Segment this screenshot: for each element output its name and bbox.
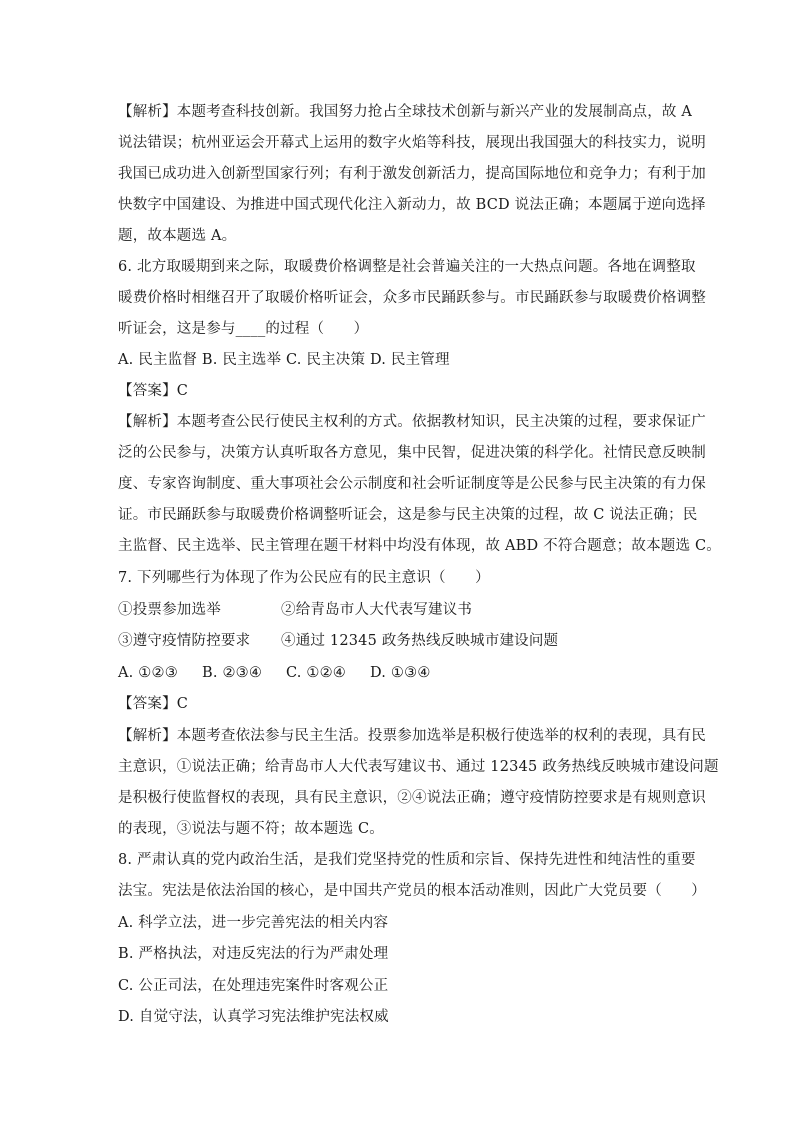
q5-analysis-line: 快数字中国建设、为推进中国式现代化注入新动力，故 BCD 说法正确；本题属于逆向选择: [118, 197, 706, 213]
q6-analysis-line: 主监督、民主选举、民主管理在题干材料中均没有体现，故 ABD 不符合题意；故本题选 C。: [118, 538, 721, 554]
q5-analysis-line: 说法错误；杭州亚运会开幕式上运用的数字火焰等科技，展现出我国强大的科技实力，说明: [118, 135, 706, 151]
q7-option: B. ②③④: [202, 665, 263, 681]
q7-option: A. ①②③: [118, 665, 178, 681]
q6-options: A. 民主监督 B. 民主选举 C. 民主决策 D. 民主管理: [118, 352, 450, 368]
q6-analysis-line: 泛的公民参与，决策方认真听取各方意见，集中民智，促进决策的科学化。社情民意反映制: [118, 445, 706, 461]
q6-answer: 【答案】C: [118, 383, 189, 399]
q7-item: ①投票参加选举: [118, 602, 221, 618]
q7-analysis-line: 的表现，③说法与题不符；故本题选 C。: [118, 821, 385, 837]
q7-analysis-line: 是积极行使监督权的表现，具有民主意识，②④说法正确；遵守疫情防控要求是有规则意识: [118, 790, 706, 806]
q7-option: D. ①③④: [370, 665, 431, 681]
q8-stem-line: 法宝。宪法是依法治国的核心，是中国共产党员的根本活动准则，因此广大党员要（ ）: [118, 883, 706, 899]
q6-stem-line: 暖费价格时相继召开了取暖价格听证会，众多市民踊跃参与。市民踊跃参与取暖费价格调整: [118, 290, 706, 306]
q8-option: D. 自觉守法，认真学习宪法维护宪法权威: [118, 1009, 389, 1025]
q7-answer: 【答案】C: [118, 696, 189, 712]
q5-analysis-line: 题，故本题选 A。: [118, 228, 237, 244]
q8-option: A. 科学立法，进一步完善宪法的相关内容: [118, 915, 389, 931]
q6-stem-line: 听证会，这是参与____的过程（ ）: [118, 321, 369, 337]
q7-analysis-line: 【解析】本题考查依法参与民主生活。投票参加选举是积极行使选举的权利的表现，具有民: [118, 728, 706, 744]
q5-analysis-line: 我国已成功进入创新型国家行列；有利于激发创新活力，提高国际地位和竞争力；有利于加: [118, 166, 706, 182]
q7-option: C. ①②④: [286, 665, 346, 681]
q8-option: C. 公正司法，在处理违宪案件时客观公正: [118, 978, 389, 994]
q7-item: ②给青岛市人大代表写建议书: [281, 602, 473, 618]
q6-analysis-line: 度、专家咨询制度、重大事项社会公示制度和社会听证制度等是公民参与民主决策的有力保: [118, 476, 706, 492]
q6-analysis-line: 证。市民踊跃参与取暖费价格调整听证会，这是参与民主决策的过程，故 C 说法正确；民: [118, 507, 698, 523]
q7-analysis-line: 主意识，①说法正确；给青岛市人大代表写建议书、通过 12345 政务热线反映城市建设问题: [118, 759, 719, 775]
q7-stem: 7. 下列哪些行为体现了作为公民应有的民主意识（ ）: [118, 570, 490, 586]
q8-stem-line: 8. 严肃认真的党内政治生活，是我们党坚持党的性质和宗旨、保持先进性和纯洁性的重要: [118, 852, 696, 868]
q5-analysis-line: 【解析】本题考查科技创新。我国努力抢占全球技术创新与新兴产业的发展制高点，故 A: [118, 104, 693, 120]
q8-option: B. 严格执法，对违反宪法的行为严肃处理: [118, 946, 389, 962]
q7-item: ③遵守疫情防控要求: [118, 633, 251, 649]
q6-stem-line: 6. 北方取暖期到来之际，取暖费价格调整是社会普遍关注的一大热点问题。各地在调整取: [118, 259, 696, 275]
q6-analysis-line: 【解析】本题考查公民行使民主权利的方式。依据教材知识，民主决策的过程，要求保证广: [118, 414, 706, 430]
q7-item: ④通过 12345 政务热线反映城市建设问题: [281, 633, 559, 649]
